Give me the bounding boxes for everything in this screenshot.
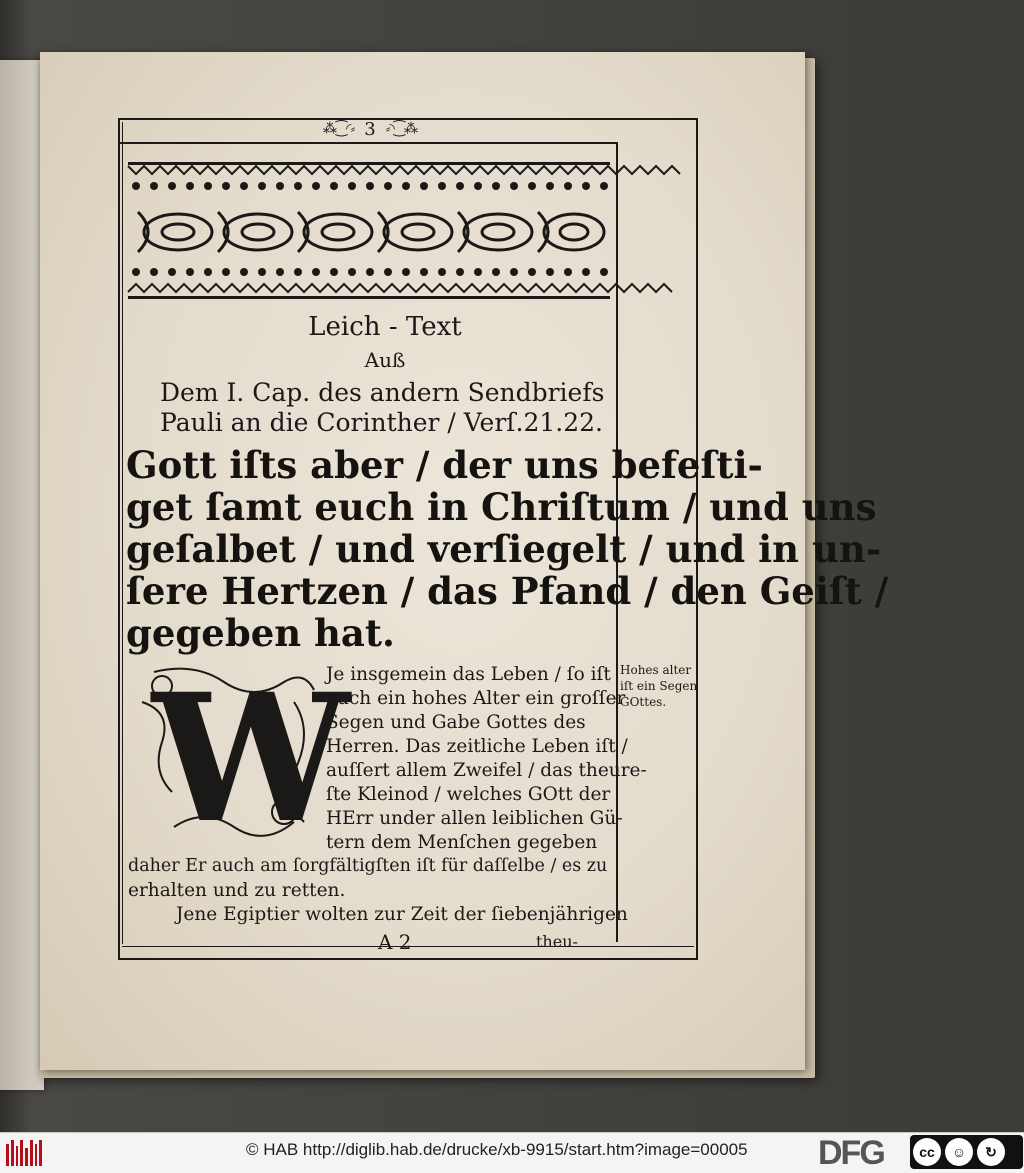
- frame-rule-left: [122, 122, 123, 944]
- marginal-note-line: iſt ein Segen: [620, 679, 698, 693]
- verse-line: get ſamt euch in Chriſtum / und uns: [126, 485, 877, 529]
- body-line: ſte Kleinod / welches GOtt der: [326, 784, 611, 805]
- ornament-row-top: [128, 166, 680, 174]
- body-line: erhalten und zu retten.: [128, 880, 346, 901]
- previous-page-edge: [0, 60, 44, 1090]
- ornament-row-small-1: [132, 182, 608, 190]
- header-ornament-left-icon: ⁂⁐◜⸗: [322, 120, 355, 137]
- initial-letter: W: [152, 655, 350, 862]
- verse-line: Gott iſts aber / der uns befeſti-: [126, 443, 763, 487]
- decorated-initial-w: [134, 655, 350, 862]
- header-ornament-right-icon: ⸗◝⁐⁂: [385, 120, 418, 137]
- title-verse-ref: Pauli an die Corinther / Verſ.21.22.: [160, 408, 603, 437]
- hab-logo-icon[interactable]: [6, 1138, 42, 1166]
- body-line: HErr under allen leiblichen Gü-: [326, 808, 623, 829]
- dfg-logo[interactable]: DFG: [818, 1134, 884, 1172]
- body-line: tern dem Menſchen gegeben: [326, 832, 598, 853]
- title-auss: Auß: [364, 348, 406, 372]
- body-line: Segen und Gabe Gottes des: [326, 712, 586, 733]
- ornament-row-small-2: [132, 268, 608, 276]
- by-icon: ☺: [945, 1138, 973, 1166]
- scripture-verse: [126, 443, 889, 655]
- body-line: Je insgemein das Leben / ſo iſt: [326, 664, 611, 685]
- ornamental-headpiece: [128, 156, 610, 302]
- verse-line: ſere Hertzen / das Pfand / den Geiſt /: [126, 569, 889, 613]
- title-chapter: Dem I. Cap. des andern Sendbriefs: [160, 378, 605, 407]
- body-line: daher Er auch am ſorgfältigſten iſt für daſſelbe / es zu: [128, 856, 608, 876]
- verse-line: geſalbet / und verſiegelt / und in un-: [126, 527, 882, 571]
- license-label-sa: SA: [984, 1157, 998, 1168]
- marginal-note-line: Hohes alter: [620, 663, 692, 677]
- source-credit-link[interactable]: © HAB http://diglib.hab.de/drucke/xb-9915/start.htm?image=00005: [246, 1140, 748, 1159]
- body-line: auch ein hohes Alter ein groſſer: [326, 688, 626, 709]
- cc-icon: cc: [913, 1138, 941, 1166]
- license-label-by: BY: [952, 1157, 966, 1168]
- signature-mark: A 2: [378, 930, 412, 954]
- page-number: 3: [364, 118, 376, 140]
- catchword: theu-: [536, 932, 578, 951]
- title-leich-text: Leich - Text: [308, 312, 462, 342]
- verse-line: gegeben hat.: [126, 611, 395, 655]
- body-line: auſſert allem Zweifel / das theure-: [326, 760, 647, 781]
- body-line: Herren. Das zeitliche Leben iſt /: [326, 736, 628, 757]
- ornament-row-large: [138, 212, 604, 252]
- cc-license-badge[interactable]: [910, 1135, 1023, 1169]
- frame-rule-top: [118, 142, 618, 144]
- body-line: Jene Egiptier wolten zur Zeit der ſiebenjährigen: [176, 904, 628, 925]
- running-header: [280, 118, 460, 140]
- sa-icon: ↻: [977, 1138, 1005, 1166]
- marginal-note-line: GOttes.: [620, 695, 667, 709]
